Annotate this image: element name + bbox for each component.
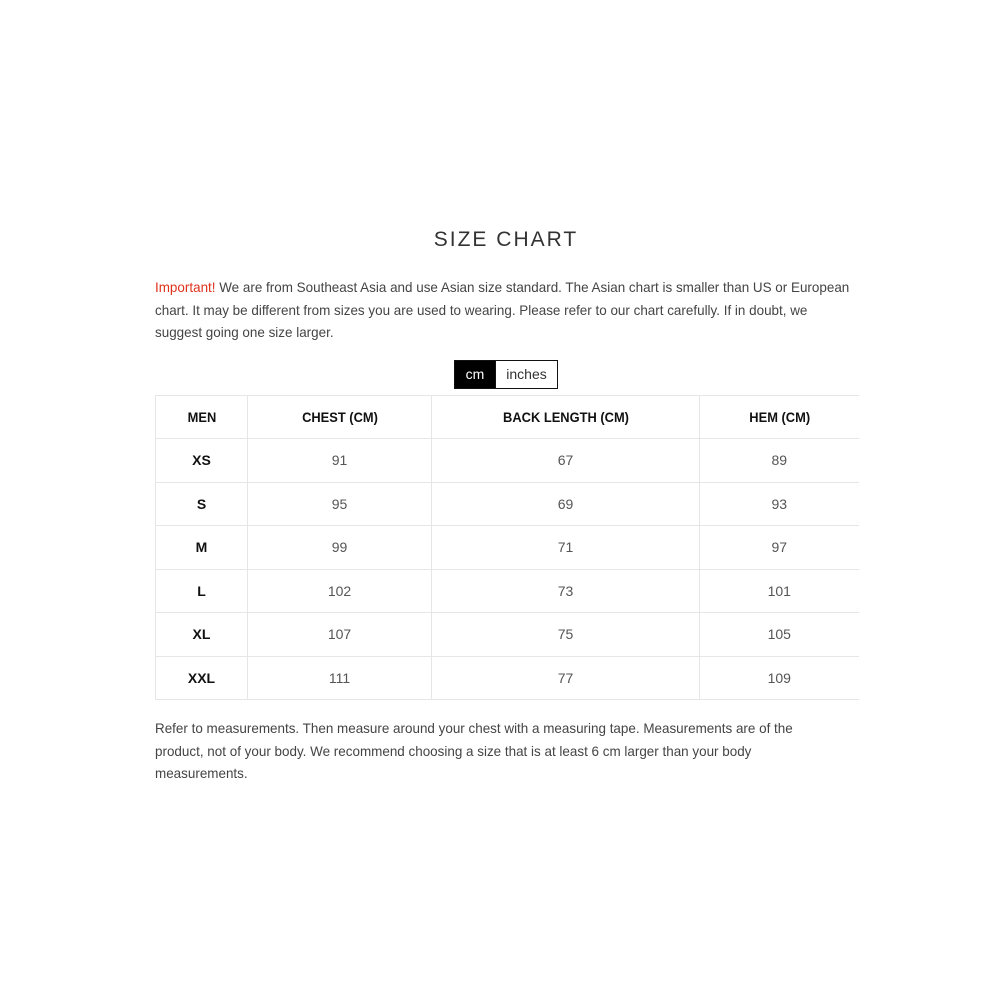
back-length-cell: 73 bbox=[432, 569, 700, 613]
hem-cell: 89 bbox=[700, 439, 859, 483]
chest-cell: 102 bbox=[248, 569, 432, 613]
size-cell: S bbox=[156, 482, 248, 526]
chest-cell: 91 bbox=[248, 439, 432, 483]
header-chest: CHEST (CM) bbox=[255, 395, 424, 439]
unit-toggle bbox=[155, 360, 857, 389]
table-row bbox=[156, 613, 859, 657]
chest-cell: 99 bbox=[248, 526, 432, 570]
table-row bbox=[156, 656, 859, 700]
size-cell: M bbox=[156, 526, 248, 570]
size-cell: L bbox=[156, 569, 248, 613]
size-cell: XL bbox=[156, 613, 248, 657]
back-length-cell: 67 bbox=[432, 439, 700, 483]
size-cell: XS bbox=[156, 439, 248, 483]
back-length-cell: 69 bbox=[432, 482, 700, 526]
table-row bbox=[156, 482, 859, 526]
page-title: SIZE CHART bbox=[433, 228, 579, 251]
chest-cell: 95 bbox=[248, 482, 432, 526]
unit-inches-button[interactable]: inches bbox=[496, 360, 558, 389]
important-label: Important! bbox=[155, 279, 216, 295]
chest-cell: 107 bbox=[248, 613, 432, 657]
size-chart-panel bbox=[155, 226, 857, 785]
intro-body: We are from Southeast Asia and use Asian size standard. The Asian chart is smaller than US or European chart. It may be different from sizes you are used to wearing. Please refer to our chart carefully. If in doubt, we suggest going one size larger. bbox=[155, 279, 850, 340]
measurement-note: Refer to measurements. Then measure around your chest with a measuring tape. Measurements are of the product, not of your body. We recommend choosing a size that is at least 6 cm larger than your body measurements. bbox=[155, 720, 793, 781]
hem-cell: 105 bbox=[700, 613, 859, 657]
hem-cell: 93 bbox=[700, 482, 859, 526]
back-length-cell: 77 bbox=[432, 656, 700, 700]
size-cell: XXL bbox=[156, 656, 248, 700]
unit-cm-button[interactable]: cm bbox=[454, 360, 496, 389]
header-back-length: BACK LENGTH (CM) bbox=[442, 395, 689, 439]
header-men: MEN bbox=[159, 395, 244, 439]
intro-text bbox=[155, 276, 858, 344]
table-row bbox=[156, 526, 859, 570]
hem-cell: 101 bbox=[700, 569, 859, 613]
header-hem: HEM (CM) bbox=[706, 395, 852, 439]
size-table bbox=[155, 395, 859, 701]
back-length-cell: 75 bbox=[432, 613, 700, 657]
hem-cell: 97 bbox=[700, 526, 859, 570]
table-row bbox=[156, 569, 859, 613]
table-row bbox=[156, 439, 859, 483]
chest-cell: 111 bbox=[248, 656, 432, 700]
table-header-row bbox=[156, 395, 859, 439]
hem-cell: 109 bbox=[700, 656, 859, 700]
back-length-cell: 71 bbox=[432, 526, 700, 570]
